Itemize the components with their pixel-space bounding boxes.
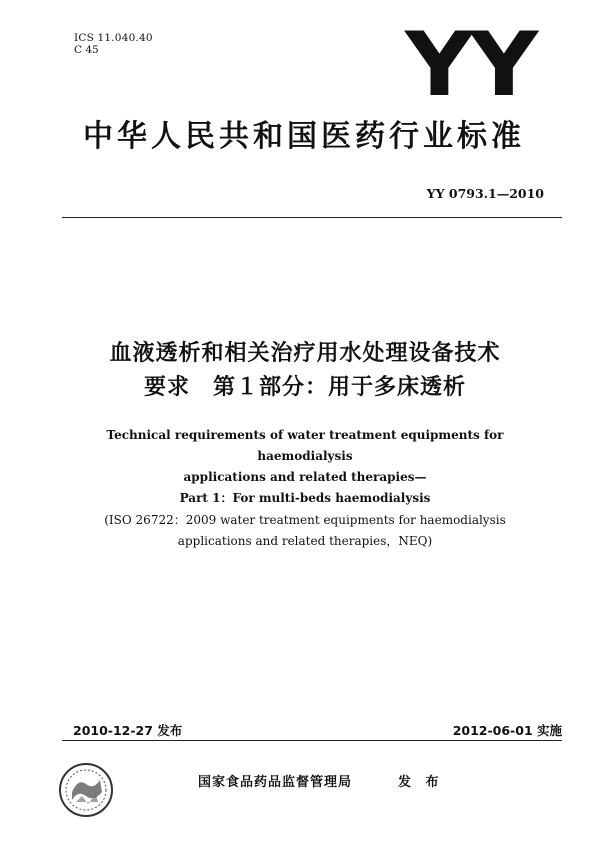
- iso-reference-line-2: applications and related therapies，NEQ): [177, 534, 433, 548]
- english-title: [70, 425, 540, 509]
- publish-date: 2010-12-27 发布: [73, 723, 183, 738]
- standard-number: YY 0793.1—2010: [426, 186, 544, 201]
- english-title-line-3: Part 1：For multi-beds haemodialysis: [179, 491, 431, 505]
- ccs-code: C 45: [74, 44, 99, 56]
- round-seal-icon: [58, 762, 114, 818]
- english-title-line-1: Technical requirements of water treatment equipments for haemodialysis: [106, 428, 504, 463]
- iso-reference-line-1: (ISO 26722：2009 water treatment equipments for haemodialysis: [104, 513, 506, 527]
- chinese-title-line-1: 血液透析和相关治疗用水处理设备技术: [109, 341, 501, 366]
- iso-reference: [80, 510, 530, 552]
- yy-logo: [405, 13, 540, 116]
- issuer: 国家食品药品监督管理局: [198, 775, 353, 790]
- english-title-line-2: applications and related therapies—: [183, 470, 427, 484]
- chinese-title-line-2: 要求 第１部分：用于多床透析: [143, 375, 466, 400]
- bottom-divider: [62, 740, 562, 741]
- top-divider: [62, 217, 562, 218]
- yy-logo-text: YY: [405, 13, 535, 116]
- standard-title: 中华人民共和国医药行业标准: [83, 119, 525, 154]
- ics-code: ICS 11.040.40: [74, 32, 153, 44]
- issue-word: 发 布: [398, 775, 444, 790]
- chinese-title: [60, 337, 550, 405]
- implement-date: 2012-06-01 实施: [452, 723, 562, 738]
